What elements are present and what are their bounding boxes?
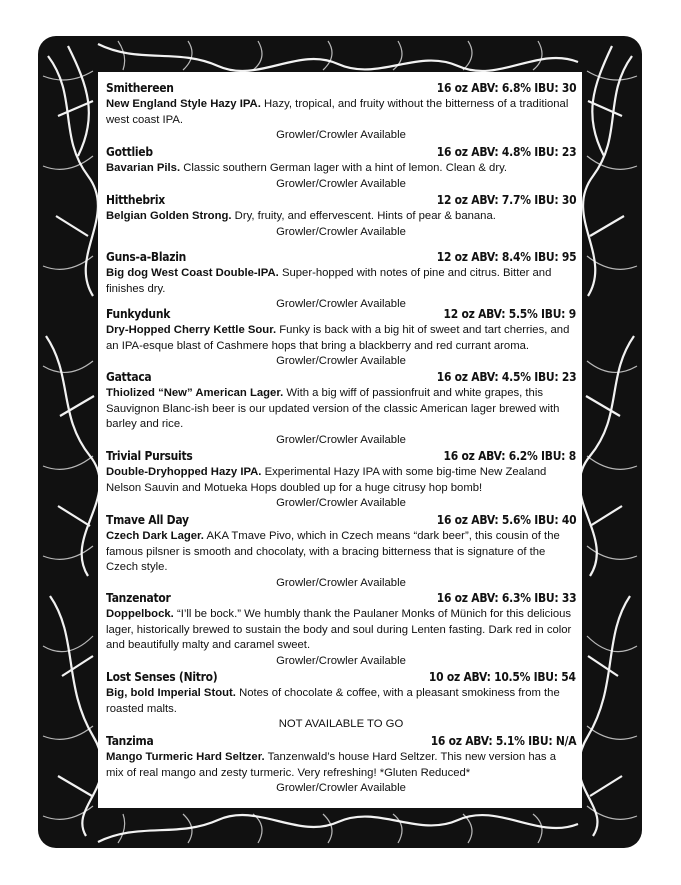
beer-hitthebrix <box>106 192 576 240</box>
beer-tanzenator <box>106 590 576 670</box>
beer-tanzima <box>106 733 576 797</box>
availability: Growler/Crowler Available <box>276 577 406 590</box>
beer-gattaca <box>106 369 576 449</box>
beer-description: Double-Dryhopped Hazy IPA. Experimental Hazy IPA with some big-time New Zealand Nelson Sauvin and Motueka Hops doubled up for a huge citrusy hop bomb! <box>106 466 547 494</box>
availability: Growler/Crowler Available <box>276 655 406 668</box>
availability: Growler/Crowler Available <box>276 177 406 190</box>
availability: Growler/Crowler Available <box>276 129 406 142</box>
beer-stats: 12 oz ABV: 7.7% IBU: 30 <box>436 192 576 207</box>
beer-description: Doppelbock. “I’ll be bock.” We humbly thank the Paulaner Monks of Münich for this delicious lager, historically brewed to sustain the body and soul during Lenten fasting. Dark red in color and beautifully malty and caramel sweet. <box>106 608 572 652</box>
beer-description: Big dog West Coast Double-IPA. Super-hopped with notes of pine and citrus. Bitter and finishes dry. <box>106 267 552 295</box>
beer-name: Tmave All Day <box>106 512 189 527</box>
availability: Growler/Crowler Available <box>276 225 406 238</box>
beer-name: Tanzenator <box>106 590 171 605</box>
beer-name: Gattaca <box>106 369 152 384</box>
beer-stats: 16 oz ABV: 6.8% IBU: 30 <box>436 80 576 95</box>
beer-name: Funkydunk <box>106 306 171 321</box>
availability: Growler/Crowler Available <box>276 298 406 311</box>
beer-stats: 16 oz ABV: 5.6% IBU: 40 <box>436 512 576 527</box>
beer-description: Big, bold Imperial Stout. Notes of chocolate & coffee, with a pleasant smokiness from the roasted malts. <box>106 687 560 715</box>
beer-tmave-all-day <box>106 512 576 592</box>
beer-stats: 10 oz ABV: 10.5% IBU: 54 <box>429 669 576 684</box>
availability: Growler/Crowler Available <box>276 497 406 510</box>
beer-description: Mango Turmeric Hard Seltzer. Tanzenwald’s house Hard Seltzer. This new version has a mix of real mango and zesty turmeric. Very refreshing! *Gluten Reduced* <box>106 751 557 779</box>
beer-gottlieb <box>106 144 576 192</box>
beer-trivial-pursuits <box>106 448 576 512</box>
beer-description: New England Style Hazy IPA. Hazy, tropical, and fruity without the bitterness of a traditional west coast IPA. <box>106 98 569 126</box>
beer-smithereen <box>106 80 576 144</box>
beer-stats: 12 oz ABV: 5.5% IBU: 9 <box>443 306 576 321</box>
beer-name: Smithereen <box>106 80 174 95</box>
availability: Growler/Crowler Available <box>276 434 406 447</box>
beer-name: Gottlieb <box>106 144 153 159</box>
beer-name: Trivial Pursuits <box>106 448 193 463</box>
beer-description: Dry-Hopped Cherry Kettle Sour. Funky is back with a big hit of sweet and tart cherries, and an IPA-esque blast of Cashmere hops that bring a blackberry and red currant aroma. <box>106 324 570 352</box>
beer-name: Tanzima <box>106 733 154 748</box>
beer-name: Guns-a-Blazin <box>106 249 187 264</box>
beer-description: Thiolized “New” American Lager. With a big wiff of passionfruit and white grapes, this Sauvignon Blanc-ish beer is our updated version of the classic American lager brewed with barley and rice. <box>106 387 560 431</box>
beer-stats: 16 oz ABV: 4.8% IBU: 23 <box>436 144 576 159</box>
beer-stats: 16 oz ABV: 6.3% IBU: 33 <box>436 590 576 605</box>
beer-stats: 16 oz ABV: 6.2% IBU: 8 <box>443 448 576 463</box>
beer-name: Hitthebrix <box>106 192 165 207</box>
beer-name: Lost Senses (Nitro) <box>106 669 218 684</box>
beer-funkydunk <box>106 306 576 370</box>
beer-stats: 16 oz ABV: 4.5% IBU: 23 <box>436 369 576 384</box>
availability: Growler/Crowler Available <box>276 782 406 795</box>
beer-description: Czech Dark Lager. AKA Tmave Pivo, which in Czech means “dark beer”, this cousin of the famous pilsner is smooth and chocolaty, with a bracing bitterness that is signature of the Czech style. <box>106 530 560 574</box>
availability: Growler/Crowler Available <box>276 355 406 368</box>
beer-lost-senses <box>106 669 576 733</box>
beer-description: Bavarian Pils. Classic southern German lager with a hint of lemon. Clean & dry. <box>106 162 508 174</box>
availability: NOT AVAILABLE TO GO <box>278 718 404 731</box>
beer-stats: 16 oz ABV: 5.1% IBU: N/A <box>430 733 576 748</box>
beer-stats: 12 oz ABV: 8.4% IBU: 95 <box>436 249 576 264</box>
beer-guns-a-blazin <box>106 249 576 313</box>
beer-description: Belgian Golden Strong. Dry, fruity, and effervescent. Hints of pear & banana. <box>106 210 496 222</box>
